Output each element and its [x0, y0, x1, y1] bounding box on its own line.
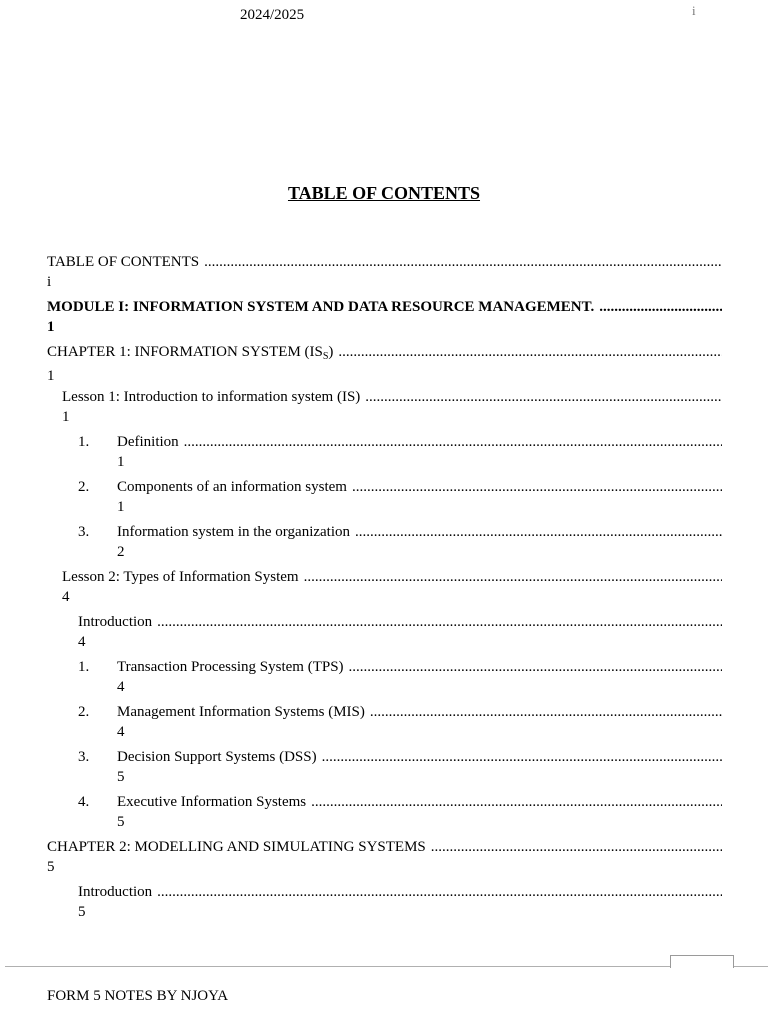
toc-entry-page: 2: [117, 544, 125, 560]
toc-entry-label: Introduction: [78, 614, 153, 630]
toc-entry-page: 4: [62, 589, 70, 605]
toc-entry-number: 3.: [78, 524, 90, 540]
toc-leader-dots: [157, 883, 722, 902]
toc-entry-label: Decision Support Systems (DSS): [117, 749, 317, 765]
toc-leader-dots: [304, 568, 722, 587]
toc-entry-label: TABLE OF CONTENTS: [47, 254, 200, 270]
toc-entry-number: 1.: [78, 659, 90, 675]
toc-entry[interactable]: [47, 838, 722, 877]
toc-entry-number: 2.: [78, 704, 90, 720]
toc-entry[interactable]: [47, 253, 722, 292]
toc-leader-dots: [157, 613, 722, 632]
toc-leader-dots: [322, 748, 722, 767]
toc-entry-label: Executive Information Systems: [117, 794, 307, 810]
toc-entry-number: 3.: [78, 749, 90, 765]
footer-tab-box: [670, 955, 734, 968]
toc-entry[interactable]: [78, 658, 722, 697]
toc-entry-page: 1: [47, 368, 55, 384]
toc-entry[interactable]: [62, 568, 722, 607]
toc-entry-page: 5: [47, 859, 55, 875]
toc-entry-label: Management Information Systems (MIS): [117, 704, 365, 720]
toc-entry-label: Definition: [117, 434, 179, 450]
toc-entry-label: CHAPTER 1: INFORMATION SYSTEM $(IS_S)$: [47, 344, 334, 362]
toc-entry-page: 1: [47, 319, 55, 335]
toc-entry[interactable]: [78, 703, 722, 742]
header-year: 2024/2025: [240, 7, 305, 23]
toc-entry[interactable]: [62, 388, 722, 427]
toc-entry-label: Components of an information system: [117, 479, 347, 495]
toc-leader-dots: [370, 703, 722, 722]
toc-entry-page: 5: [78, 904, 86, 920]
toc-leader-dots: [338, 343, 722, 362]
toc-entry-page: 4: [78, 634, 86, 650]
toc-entry[interactable]: [78, 748, 722, 787]
toc-leader-dots: [184, 433, 722, 452]
toc-leader-dots: [352, 478, 722, 497]
page-title: TABLE OF CONTENTS: [287, 183, 481, 203]
toc-entry-page: 4: [117, 679, 125, 695]
toc-entry-page: 1: [117, 454, 125, 470]
toc-entry-label: Lesson 1: Introduction to information system (IS): [62, 389, 361, 405]
toc-leader-dots: [349, 658, 722, 677]
toc-entry[interactable]: [47, 343, 722, 386]
toc-entry-label: CHAPTER 2: MODELLING AND SIMULATING SYSTEMS: [47, 839, 426, 855]
toc-entry-page: 5: [117, 769, 125, 785]
toc-leader-dots: [355, 523, 722, 542]
toc-leader-dots: [599, 298, 722, 317]
toc-entry[interactable]: [78, 523, 722, 562]
toc-entry[interactable]: [78, 613, 722, 652]
toc-leader-dots: [431, 838, 722, 857]
toc-leader-dots: [204, 253, 722, 272]
toc-entry[interactable]: [78, 478, 722, 517]
toc-entry[interactable]: [78, 883, 722, 922]
toc-entry-page: 1: [117, 499, 125, 515]
toc-entry-label: Information system in the organization: [117, 524, 351, 540]
toc-entry[interactable]: [78, 433, 722, 472]
footer-text: FORM 5 NOTES BY NJOYA: [47, 988, 229, 1004]
toc-entry-label: Transaction Processing System (TPS): [117, 659, 344, 675]
toc-entry-page: 4: [117, 724, 125, 740]
toc-entry-number: 2.: [78, 479, 90, 495]
toc-entry[interactable]: [78, 793, 722, 832]
toc-entry-label: Lesson 2: Types of Information System: [62, 569, 299, 585]
footer-divider: [5, 966, 768, 967]
toc-entry-page: i: [47, 274, 52, 290]
toc-entry-label: MODULE I: INFORMATION SYSTEM AND DATA RESOURCE MANAGEMENT.: [47, 299, 595, 315]
toc-entry-number: 4.: [78, 794, 90, 810]
toc-entry-number: 1.: [78, 434, 90, 450]
toc-leader-dots: [311, 793, 722, 812]
toc-entry-label: Introduction: [78, 884, 153, 900]
toc-entry[interactable]: [47, 298, 722, 337]
toc-entry-page: 5: [117, 814, 125, 830]
toc-leader-dots: [365, 388, 722, 407]
toc-entry-page: 1: [62, 409, 70, 425]
header-page-number: i: [692, 3, 696, 18]
